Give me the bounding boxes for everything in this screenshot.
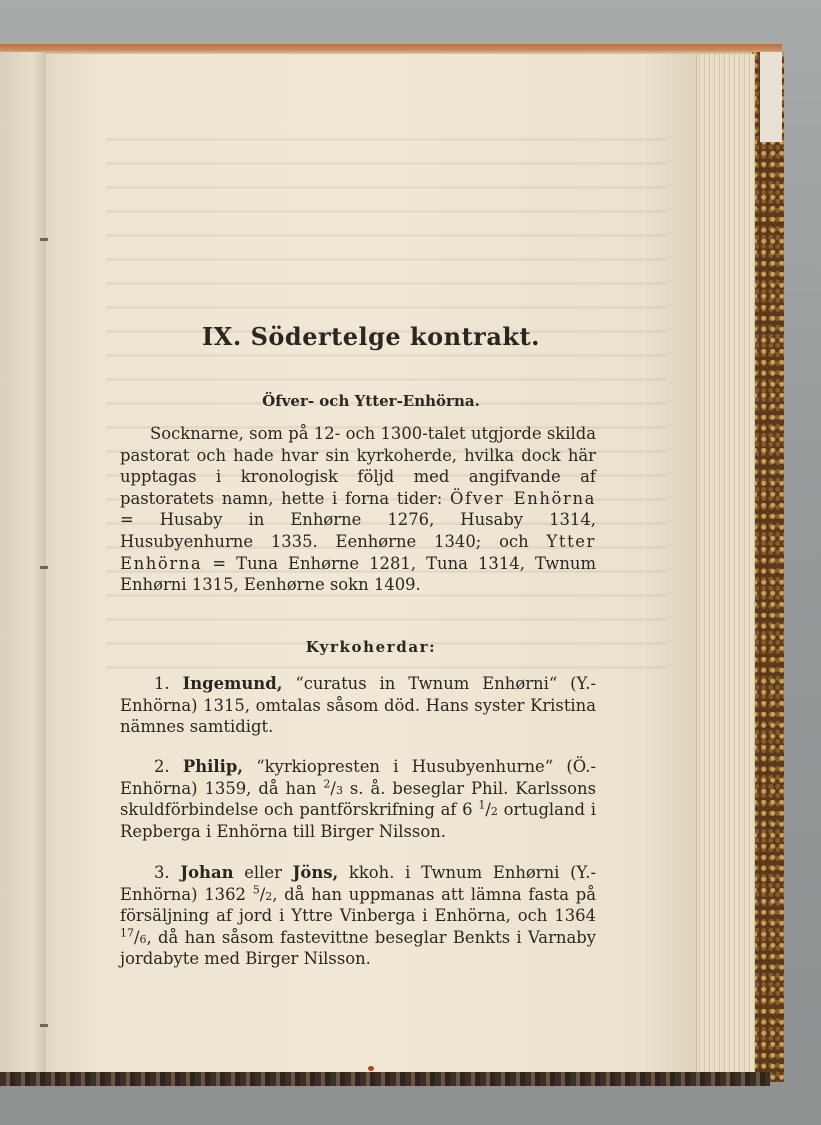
entry-number: 1.	[154, 674, 170, 693]
entry-text: , då han uppmanas att lämna fasta på försäljning af jord i Yttre Vinberga i Enhörna, och 1364	[120, 884, 596, 926]
fraction-numerator: 2	[323, 777, 331, 791]
fraction-slash: /	[330, 778, 336, 798]
entry-3	[120, 862, 596, 970]
entry-name: Ingemund,	[182, 674, 283, 693]
entry-number: 3.	[154, 863, 170, 882]
intro-text-2: = Husaby in Enhørne 1276, Husaby 1314, Husubyenhurne 1335. Eenhørne 1340; och	[120, 510, 596, 551]
entry-text: “kyrkiopresten i Husubyenhurne“ (Ö.-Enhörna) 1359, då han	[120, 757, 597, 798]
entry-text: eller	[233, 863, 293, 882]
fraction-denominator: 6	[139, 932, 147, 946]
entry-text: s. å. beseglar Phil. Karlssons skuldförbindelse och pantförskrifning af 6	[120, 778, 596, 820]
fraction-denominator: 2	[265, 889, 273, 903]
fraction-denominator: 2	[490, 805, 498, 819]
left-page-edge	[0, 52, 47, 1078]
fraction-slash: /	[259, 884, 266, 904]
fraction-denominator: 3	[335, 783, 343, 797]
entry-2	[120, 756, 596, 842]
fraction-numerator: 17	[120, 926, 134, 940]
gutter-mark	[40, 1024, 48, 1027]
entry-name-alt: Jöns,	[292, 863, 339, 882]
fraction-numerator: 5	[252, 883, 260, 897]
entry-name: Philip,	[182, 757, 243, 776]
gutter-mark	[40, 566, 48, 569]
book-bottom-edge	[0, 1072, 770, 1086]
book-page	[46, 54, 696, 1072]
entry-text: “curatus in Twnum Enhørni“ (Y.-Enhörna) 1315, omtalas såsom död. Hans syster Kristina nämnes samtidigt.	[120, 674, 596, 737]
intro-paragraph	[120, 423, 596, 596]
entry-text: , då han såsom fastevittne beseglar Benkts i Varnaby jordabyte med Birger Nilsson.	[120, 927, 596, 969]
entry-name: Johan	[180, 863, 234, 882]
entry-1	[120, 673, 596, 738]
section-title: Kyrkoherdar:	[305, 638, 437, 656]
gutter-mark	[40, 238, 48, 241]
intro-text-1: Socknarne, som på 12- och 1300-talet utgjorde skilda pastorat och hade hvar sin kyrkoherde, hvilka dock här upptagas i kronologisk följd med angifvande af pastoratets namn, hette i forna tider:	[120, 424, 596, 508]
intro-spaced-1: Öfver Enhörna	[450, 488, 596, 508]
fraction-slash: /	[485, 800, 491, 820]
entry-text: kkoh. i Twnum Enhørni (Y.-Enhörna) 1362	[120, 863, 596, 904]
book-top-edge	[0, 44, 782, 54]
fraction-numerator: 1	[478, 798, 486, 812]
intro-text-3: = Tuna Enhørne 1281, Tuna 1314, Twnum Enhørni 1315, Eenhørne sokn 1409.	[120, 553, 596, 595]
intro-spaced-2: Ytter Enhörna	[120, 531, 596, 573]
cover-corner	[760, 52, 782, 142]
chapter-heading: IX. Södertelge kontrakt.	[202, 322, 540, 351]
parish-subheading: Öfver- och Ytter-Enhörna.	[262, 392, 480, 410]
entry-text: ortugland i Repberga i Enhörna till Birger Nilsson.	[120, 800, 596, 841]
entry-number: 2.	[154, 757, 170, 776]
ink-spot	[368, 1066, 374, 1071]
marbled-book-cover	[752, 52, 784, 1082]
page-stack-edge	[696, 54, 755, 1072]
fraction-slash: /	[134, 927, 140, 947]
